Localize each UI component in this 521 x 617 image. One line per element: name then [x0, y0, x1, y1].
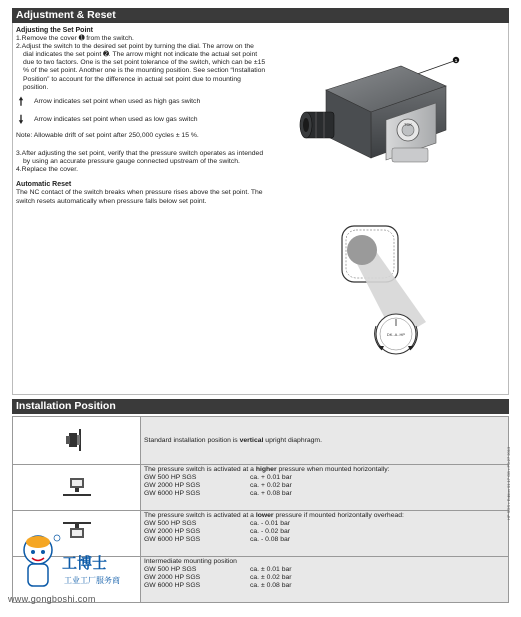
watermark-service: 工业工厂服务商: [64, 576, 120, 585]
section-title-installation: Installation Position: [12, 399, 509, 414]
watermark-name: 工博士: [62, 554, 108, 572]
step-3: 3.After adjusting the set point, verify that the pressure switch operates as intended by using an accurate pressure gauge connected upstream of the switch.: [16, 150, 264, 166]
model-row: GW 6000 HP SGS ca. + 0.08 bar: [144, 489, 292, 497]
dial-illustration: [334, 222, 434, 360]
model-row: GW 500 HP SGS ca. + 0.01 bar: [144, 473, 292, 481]
step-1: 1.Remove the cover ➊ from the switch.: [16, 35, 134, 43]
vertical-position-text: [141, 417, 509, 465]
arrow-up-row: [16, 95, 266, 108]
set-point-heading: Adjusting the Set Point: [16, 27, 93, 34]
step-2: 2.Adjust the switch to the desired set point by turning the dial. The arrow on the dial indicates the set point ➋. The arrow might not indicate the actual set point due to two factors. One is the set point tolerance of the switch, which can be ±15 % of the set point. Another one is the mounting position. See section “Installation Position” to account for the difference in actual set point due to mounting position.: [16, 43, 266, 91]
table-row: [13, 465, 509, 511]
intermediate-position-text: [141, 557, 509, 603]
row-text-bold: vertical: [239, 436, 264, 444]
model-row: GW 2000 HP SGS ca. - 0.02 bar: [144, 527, 291, 535]
row-intro: The pressure switch is activated at a lower pressure if mounted horizontally overhead:: [144, 512, 404, 519]
watermark-url: www.gongboshi.com: [8, 594, 96, 604]
arrow-down-row: [16, 113, 266, 126]
model-row: GW 2000 HP SGS ca. + 0.02 bar: [144, 481, 292, 489]
model-row: GW 2000 HP SGS ca. ± 0.02 bar: [144, 573, 292, 581]
section-title-adjustment: Adjustment & Reset: [12, 8, 509, 23]
pressure-switch-illustration: [296, 48, 466, 188]
model-row: GW 500 HP SGS ca. ± 0.01 bar: [144, 565, 292, 573]
horizontal-position-cell: [13, 465, 141, 511]
device-label: TDK: [404, 122, 412, 127]
arrow-up-icon: 🠕: [18, 95, 24, 108]
horizontal-mount-icon: [61, 474, 93, 500]
model-row: GW 6000 HP SGS ca. ± 0.08 bar: [144, 581, 292, 589]
arrow-down-icon: 🠗: [18, 113, 24, 126]
arrow-up-text: Arrow indicates set point when used as high gas switch: [34, 97, 201, 105]
row-text: Standard installation position is: [144, 436, 240, 444]
callout-1-label: 1: [454, 58, 458, 63]
table-row: [13, 417, 509, 465]
arrow-down-text: Arrow indicates set point when used as low gas switch: [34, 115, 198, 123]
row-intro: Intermediate mounting position: [144, 558, 237, 565]
reset-heading: Automatic Reset: [16, 181, 72, 189]
model-row: GW 6000 HP SGS ca. - 0.08 bar: [144, 535, 291, 543]
row-text: upright diaphragm.: [263, 436, 322, 444]
dial-label: DK..A..HP: [386, 332, 406, 337]
adjustment-text: [16, 27, 266, 206]
drift-note: Note: Allowable drift of set point after 250,000 cycles ± 15 %.: [16, 131, 199, 139]
step-4: 4.Replace the cover.: [16, 166, 78, 174]
row-intro: The pressure switch is activated at a higher pressure when mounted horizontally:: [144, 466, 390, 473]
vertical-position-cell: [13, 417, 141, 465]
horizontal-position-text: [141, 465, 509, 511]
side-document-code: HP SGS • Edition 01.17 GB • P0-27 2013: [506, 446, 511, 520]
overhead-position-text: [141, 511, 509, 557]
model-row: GW 500 HP SGS ca. - 0.01 bar: [144, 519, 291, 527]
vertical-mount-icon: [62, 427, 92, 453]
reset-text: The NC contact of the switch breaks when pressure rises above the set point. The switch resets automatically when pressure falls below set point.: [16, 189, 263, 205]
